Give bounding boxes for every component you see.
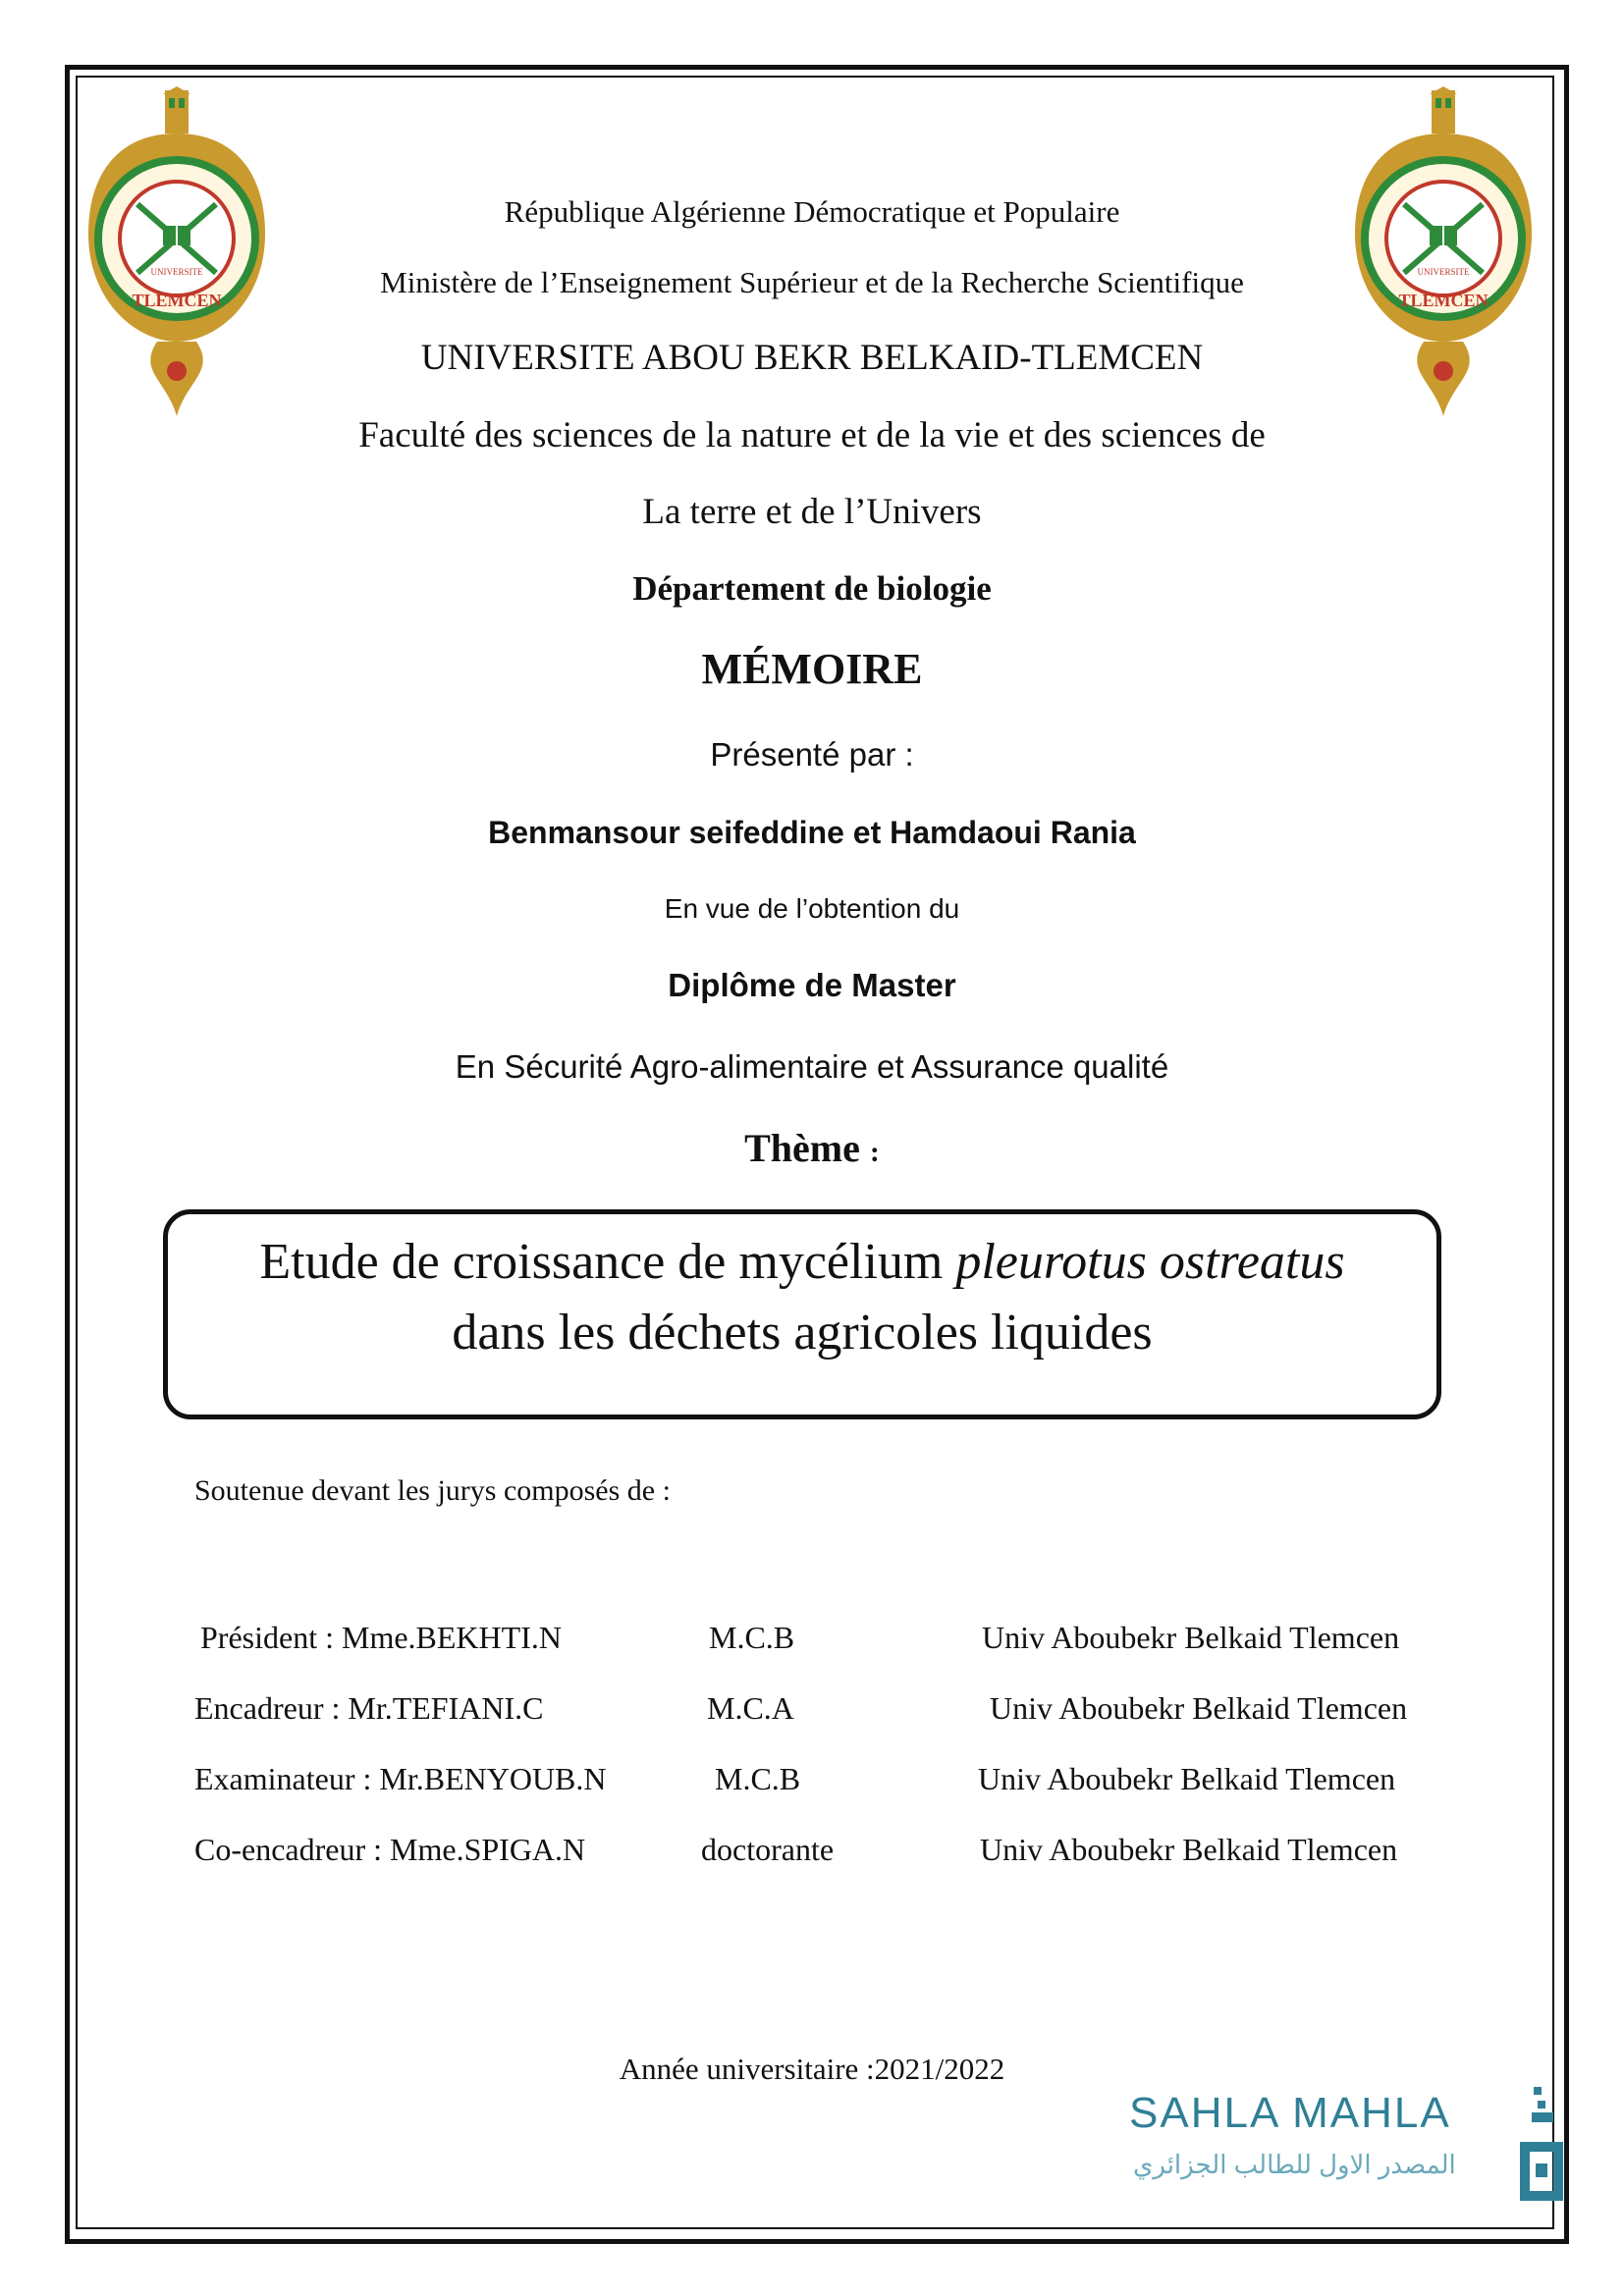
emblem-minaret bbox=[163, 86, 190, 133]
department: Département de biologie bbox=[632, 569, 992, 608]
theme-title-species: pleurotus ostreatus bbox=[955, 1234, 1345, 1290]
emblem-inner-text: UNIVERSITE bbox=[1417, 267, 1470, 277]
watermark-tagline: المصدر الاول للطالب الجزائري bbox=[1133, 2150, 1456, 2179]
watermark-logo-icon bbox=[1512, 2083, 1571, 2220]
jury-affiliation: Univ Aboubekr Belkaid Tlemcen bbox=[978, 1761, 1396, 1796]
theme-label-colon: : bbox=[869, 1136, 880, 1168]
republic-line: République Algérienne Démocratique et Populaire bbox=[504, 194, 1120, 229]
authors: Benmansour seifeddine et Hamdaoui Rania bbox=[488, 815, 1136, 850]
theme-title-line-2: dans les déchets agricoles liquides bbox=[452, 1305, 1153, 1361]
jury-grade: M.C.A bbox=[707, 1690, 794, 1726]
jury-affiliation: Univ Aboubekr Belkaid Tlemcen bbox=[982, 1620, 1400, 1655]
speciality: En Sécurité Agro-alimentaire et Assurance qualité bbox=[455, 1048, 1169, 1085]
jury-grade: M.C.B bbox=[715, 1761, 801, 1796]
jury-role: Encadreur : Mr.TEFIANI.C bbox=[194, 1690, 544, 1726]
jury-intro: Soutenue devant les jurys composés de : bbox=[194, 1474, 671, 1507]
faculty-line-1: Faculté des sciences de la nature et de la vie et des sciences de bbox=[358, 415, 1266, 455]
jury-affiliation: Univ Aboubekr Belkaid Tlemcen bbox=[980, 1832, 1398, 1867]
jury-role: Examinateur : Mr.BENYOUB.N bbox=[194, 1761, 607, 1796]
jury-role: Co-encadreur : Mme.SPIGA.N bbox=[194, 1832, 586, 1867]
academic-year: Année universitaire :2021/2022 bbox=[619, 2052, 1005, 2086]
jury-affiliation: Univ Aboubekr Belkaid Tlemcen bbox=[990, 1690, 1408, 1726]
emblem-ring-text: TLEMCEN bbox=[132, 291, 222, 310]
presented-by: Présenté par : bbox=[710, 736, 914, 773]
diploma: Diplôme de Master bbox=[668, 967, 956, 1003]
theme-title-prefix: Etude de croissance de mycélium bbox=[259, 1234, 956, 1290]
purpose-line: En vue de l’obtention du bbox=[664, 893, 960, 924]
jury-grade: M.C.B bbox=[709, 1620, 795, 1655]
memoire-title: MÉMOIRE bbox=[701, 645, 923, 693]
theme-label bbox=[0, 1125, 1624, 1171]
theme-label-text: Thème bbox=[744, 1126, 860, 1170]
faculty-line-2: La terre et de l’Univers bbox=[642, 492, 982, 532]
sahla-mahla-watermark bbox=[1129, 2081, 1551, 2218]
jury-role: Président : Mme.BEKHTI.N bbox=[200, 1620, 562, 1655]
university-name: UNIVERSITE ABOU BEKR BELKAID-TLEMCEN bbox=[420, 338, 1204, 378]
theme-title-line-1 bbox=[163, 1227, 1441, 1298]
emblem-ring-text: TLEMCEN bbox=[1398, 291, 1489, 310]
ministry-line: Ministère de l’Enseignement Supérieur et de la Recherche Scientifique bbox=[380, 265, 1244, 299]
theme-title bbox=[163, 1227, 1441, 1368]
emblem-inner-text: UNIVERSITE bbox=[150, 267, 203, 277]
jury-grade: doctorante bbox=[701, 1832, 835, 1867]
watermark-name: SAHLA MAHLA bbox=[1129, 2089, 1451, 2137]
emblem-minaret bbox=[1430, 86, 1457, 133]
